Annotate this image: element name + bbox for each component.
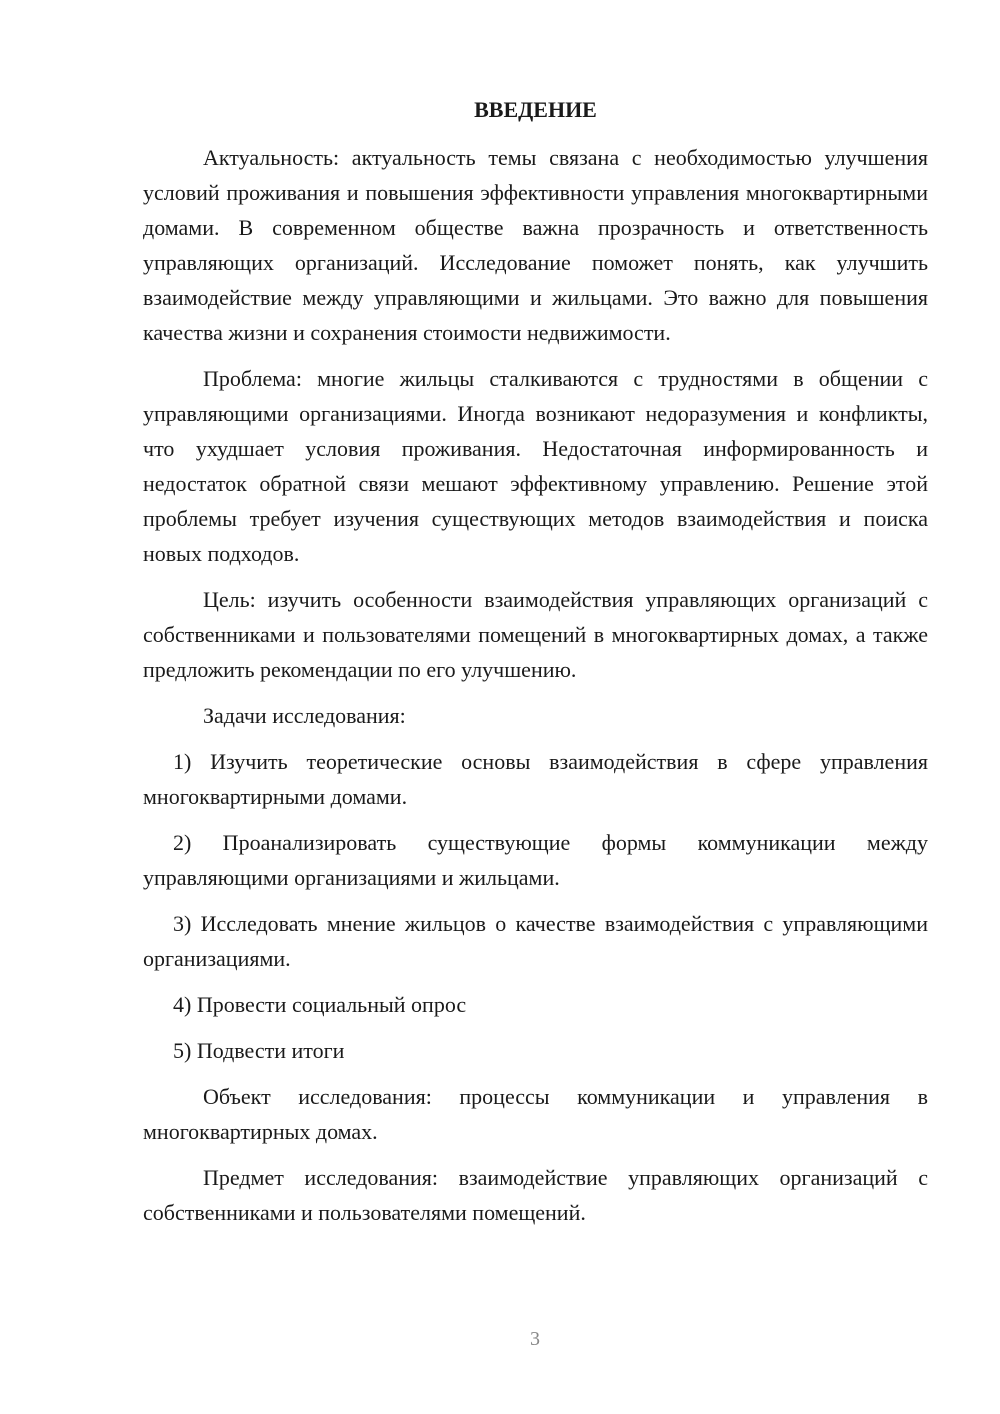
task-item-3: 3) Исследовать мнение жильцов о качестве взаимодействия с управляющими организациями. bbox=[143, 911, 928, 971]
task-item-1: 1) Изучить теоретические основы взаимодействия в сфере управления многоквартирными домами. bbox=[143, 749, 928, 809]
task-item-5: 5) Подвести итоги bbox=[173, 1038, 345, 1063]
paragraph-relevance: Актуальность: актуальность темы связана с необходимостью улучшения условий проживания и повышения эффективности управления многоквартирными домами. В современном обществе важна прозрачность и ответственность управляющих организаций. Исследование поможет понять, как улучшить взаимодействие между управляющими и жильцами. Это важно для повышения качества жизни и сохранения стоимости недвижимости. bbox=[143, 145, 928, 345]
task-item-2: 2) Проанализировать существующие формы коммуникации между управляющими организациями и жильцами. bbox=[143, 830, 928, 890]
paragraph-goal: Цель: изучить особенности взаимодействия управляющих организаций с собственниками и пользователями помещений в многоквартирных домах, а также предложить рекомендации по его улучшению. bbox=[143, 587, 928, 682]
paragraph-tasks-intro: Задачи исследования: bbox=[203, 703, 406, 728]
paragraph-object: Объект исследования: процессы коммуникации и управления в многоквартирных домах. bbox=[143, 1084, 928, 1144]
page-number: 3 bbox=[530, 1328, 540, 1350]
page-heading: ВВЕДЕНИЕ bbox=[474, 97, 597, 122]
paragraph-subject: Предмет исследования: взаимодействие управляющих организаций с собственниками и пользователями помещений. bbox=[143, 1165, 928, 1225]
paragraph-problem: Проблема: многие жильцы сталкиваются с трудностями в общении с управляющими организациями. Иногда возникают недоразумения и конфликты, что ухудшает условия проживания. Недостаточная информированность и недостаток обратной связи мешают эффективному управлению. Решение этой проблемы требует изучения существующих методов взаимодействия и поиска новых подходов. bbox=[143, 366, 928, 566]
page-content bbox=[143, 92, 928, 1241]
task-item-4: 4) Провести социальный опрос bbox=[173, 992, 467, 1017]
